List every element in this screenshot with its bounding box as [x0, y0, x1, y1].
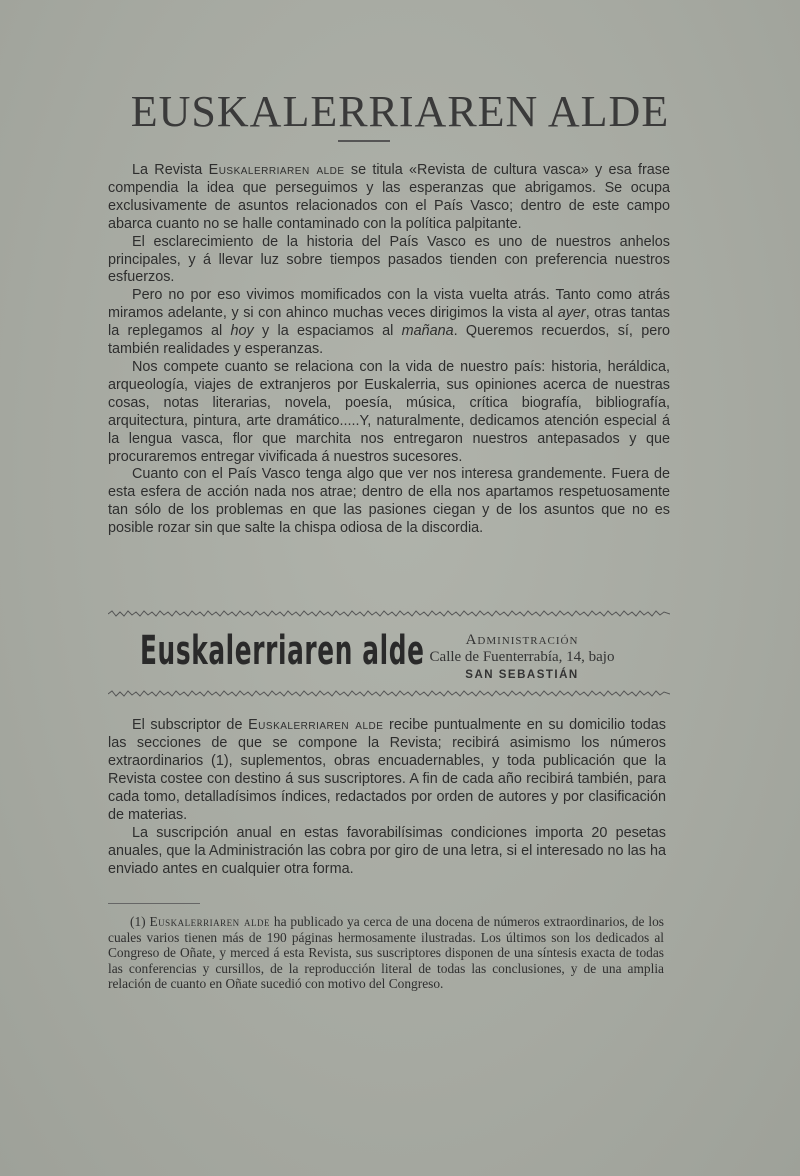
admin-address: Calle de Fuenterrabía, 14, bajo	[429, 649, 615, 665]
intro-p3-a: Pero no por eso vivimos momificados con la vista vuelta atrás. Tanto como atrás miramos adelante, y si con ahinco muchas veces dirigimos la vista al	[108, 287, 670, 322]
word-ayer: ayer	[557, 305, 586, 322]
footnote-marker: (1)	[130, 914, 150, 929]
administration-block	[402, 632, 642, 684]
journal-name: Euskalerriaren alde	[149, 914, 271, 929]
intro-paragraph-3	[108, 287, 670, 359]
word-manana: mañana	[401, 323, 454, 340]
intro-p3-c: y la espaciamos al	[253, 323, 402, 340]
intro-paragraph-1	[108, 162, 670, 234]
brand-logotype: Euskalerriaren alde	[140, 628, 425, 674]
admin-heading: Administración	[465, 632, 579, 648]
wavy-divider-top	[108, 609, 670, 619]
intro-p3-b: , otras tantas la replegamos al	[108, 305, 670, 340]
wavy-divider-bottom	[108, 689, 670, 699]
intro-p3-d: . Queremos recuerdos, sí, pero también realidades y esperanzas.	[108, 323, 670, 358]
sub-p1-pre: El subscriptor de	[132, 717, 249, 733]
sub-p1-post: recibe puntualmente en su domicilio todas las secciones de que se compone la Revista; recibirá asimismo los números extraordinarios (1), suplementos, obras encuadernables, y toda publicación que la Revista costee con destino á sus suscriptores. A fin de cada año recibirá también, para cada tomo, detalladísimos índices, redactados por orden de autores y por clasificación de materias.	[108, 717, 666, 823]
intro-paragraph-4: Nos compete cuanto se relaciona con la vida de nuestro país: historia, heráldica, arqueología, viajes de extranjeros por Euskalerria, sus opiniones acerca de nuestras cosas, notas literarias, novela, poesía, música, crítica biografía, bibliografía, arquitectura, pintura, arte dramático.....Y, naturalmente, dedicamos atención especial á la lengua vasca, flor que marchita nos entregaron nuestros antepasados y que procuraremos entregar vivificada á nuestros sucesores.	[108, 358, 670, 465]
subscription-paragraph-1	[108, 716, 666, 824]
title-underline	[338, 140, 390, 142]
journal-name: Euskalerriaren alde	[248, 717, 384, 733]
page-title: EUSKALERRIAREN ALDE	[130, 87, 670, 136]
word-hoy: hoy	[230, 323, 254, 340]
intro-section	[108, 162, 670, 538]
intro-paragraph-5: Cuanto con el País Vasco tenga algo que ver nos interesa grandemente. Fuera de esta esfera de acción nada nos atrae; dentro de ella nos apartamos respetuosamente tan sólo de los problemas en que las pasiones ciegan y de los asuntos que no es posible rozar sin que salte la chispa odiosa de la discordia.	[108, 466, 670, 537]
footnote-rule	[108, 903, 200, 904]
footnote-paragraph	[108, 914, 664, 992]
journal-name: Euskalerriaren alde	[208, 162, 345, 178]
intro-p1-pre: La Revista	[132, 162, 209, 178]
intro-p1-post: se titula «Revista de cultura vasca» y esa frase compendia la idea que perseguimos y las esperanzas que abrigamos. Se ocupa exclusivamente de asuntos relacionados con el País Vasco; dentro de este campo abarca cuanto no se halle contaminado con la política palpitante.	[108, 162, 670, 232]
footnote-text: ha publicado ya cerca de una docena de números extraordinarios, de los cuales varios tienen más de 190 páginas hermosamente ilustradas. Los últimos son los dedicados al Congreso de Oñate, y merced á esta Revista, sus suscriptores disponen de una síntesis exacta de todas las conferencias y cursillos, de la reproducción literal de todas las conclusiones, y de una amplia relación de cuanto en Oñate sucedió con motivo del Congreso.	[108, 914, 664, 992]
intro-paragraph-2: El esclarecimiento de la historia del País Vasco es uno de nuestros anhelos principales, y á llevar luz sobre tiempos pasados tienden con preferencia nuestros esfuerzos.	[108, 233, 670, 286]
footnote	[108, 914, 664, 992]
subscription-paragraph-2: La suscripción anual en estas favorabilísimas condiciones importa 20 pesetas anuales, que la Administración las cobra por giro de una letra, si el interesado no las ha enviado antes en cualquier otra forma.	[108, 825, 666, 877]
admin-city: SAN SEBASTIÁN	[465, 669, 579, 681]
subscription-section	[108, 716, 666, 878]
